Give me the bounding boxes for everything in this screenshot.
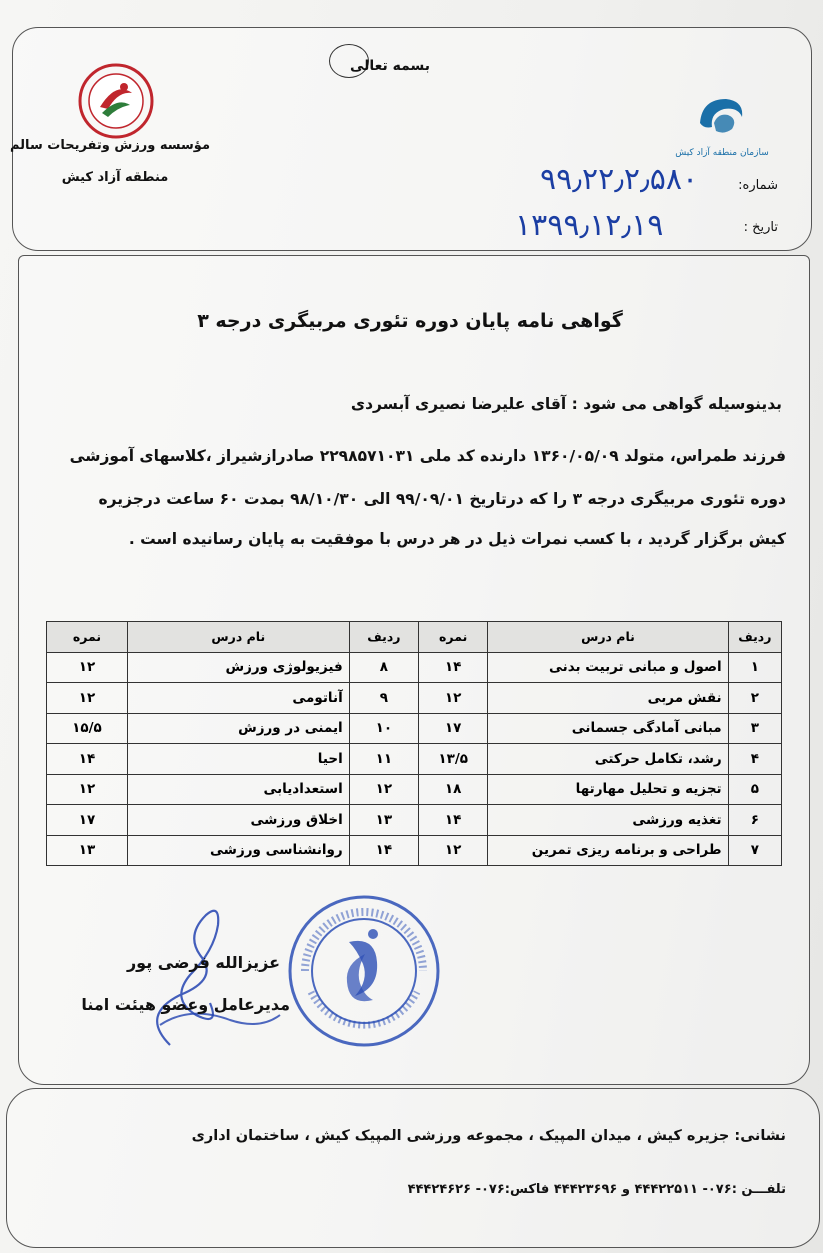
table-row [47,774,782,805]
certificate-paragraph-line-3: کیش برگزار گردید ، با کسب نمرات ذیل در هر درس با موفقیت به پایان رسانیده است . [128,530,786,548]
course-grade: ۱۲ [47,774,128,805]
course-grade: ۱۸ [419,774,488,805]
table-row [47,744,782,775]
course-grade: ۱۳ [47,835,128,866]
date-value: ۱۳۹۹٫۱۲٫۱۹ [515,208,664,243]
table-row [47,713,782,744]
course-name: نقش مربی [488,683,728,714]
row-number: ۱۳ [349,805,418,836]
course-grade: ۱۲ [419,835,488,866]
certificate-paragraph-line-2: دوره تئوری مربیگری درجه ۳ را که درتاریخ ۹۹/۰۹/۰۱ الی ۹۸/۱۰/۳۰ بمدت ۶۰ ساعت درجزیره [98,490,786,508]
grades-header-row [47,622,782,653]
footer-frame [6,1088,820,1248]
course-grade: ۱۳/۵ [419,744,488,775]
course-name: طراحی و برنامه ریزی تمرین [488,835,728,866]
table-row [47,683,782,714]
row-number: ۱۱ [349,744,418,775]
grades-table [46,621,782,866]
number-label: شماره: [738,178,778,193]
row-number: ۹ [349,683,418,714]
course-grade: ۱۷ [419,713,488,744]
signer-name: عزیزالله فرضی پور [126,953,280,972]
signer-title: مدیرعامل وعضو هیئت امنا [81,995,290,1014]
kish-zone-logo-icon [692,93,748,137]
column-header: نام درس [488,622,728,653]
course-grade: ۱۲ [47,652,128,683]
org-name: مؤسسه ورزش وتفریحات سالم [9,138,210,153]
row-number: ۱ [728,652,781,683]
course-grade: ۱۷ [47,805,128,836]
row-number: ۷ [728,835,781,866]
org-logo-icon [78,63,154,139]
row-number: ۵ [728,774,781,805]
row-number: ۱۴ [349,835,418,866]
course-name: اخلاق ورزشی [127,805,349,836]
course-name: احیا [127,744,349,775]
course-grade: ۱۲ [47,683,128,714]
date-label: تاریخ : [743,220,778,235]
column-header: نام درس [127,622,349,653]
table-row [47,805,782,836]
row-number: ۱۲ [349,774,418,805]
org-region: منطقه آزاد کیش [61,170,169,185]
table-row [47,652,782,683]
course-grade: ۱۴ [419,805,488,836]
basmala: بسمه تعالی [349,58,431,74]
course-name: فیزیولوژی ورزش [127,652,349,683]
course-name: روانشناسی ورزشی [127,835,349,866]
course-grade: ۱۴ [47,744,128,775]
row-number: ۴ [728,744,781,775]
course-name: ایمنی در ورزش [127,713,349,744]
row-number: ۱۰ [349,713,418,744]
signature-icon [110,895,310,1055]
kish-zone-logo-caption: سازمان منطقه آزاد کیش [675,148,769,158]
column-header: ردیف [728,622,781,653]
column-header: نمره [419,622,488,653]
number-value: ۹۹٫۲۲٫۲٫۵۸۰ [540,162,699,197]
certificate-paragraph-line-1: فرزند طمراس، متولد ۱۳۶۰/۰۵/۰۹ دارنده کد ملی ۲۲۹۸۵۷۱۰۳۱ صادرازشیراز ،کلاسهای آموزشی [69,447,786,465]
course-name: تجزیه و تحلیل مهارتها [488,774,728,805]
table-row [47,835,782,866]
certificate-title: گواهی نامه پایان دوره تئوری مربیگری درجه ۳ [197,310,623,332]
column-header: نمره [47,622,128,653]
row-number: ۲ [728,683,781,714]
course-name: مبانی آمادگی جسمانی [488,713,728,744]
course-name: رشد، تکامل حرکتی [488,744,728,775]
row-number: ۸ [349,652,418,683]
footer-address: نشانی: جزیره کیش ، میدان المپیک ، مجموعه ورزشی المپیک کیش ، ساختمان اداری [191,1128,786,1144]
course-grade: ۱۲ [419,683,488,714]
course-grade: ۱۴ [419,652,488,683]
row-number: ۳ [728,713,781,744]
certificate-intro: بدینوسیله گواهی می شود : آقای علیرضا نصیری آبسردی [350,395,782,413]
course-grade: ۱۵/۵ [47,713,128,744]
course-name: استعدادیابی [127,774,349,805]
course-name: تغذیه ورزشی [488,805,728,836]
column-header: ردیف [349,622,418,653]
course-name: آناتومی [127,683,349,714]
row-number: ۶ [728,805,781,836]
footer-phones: تلفـــن :۰۷۶- ۴۴۴۲۲۵۱۱ و ۴۴۴۲۳۶۹۶ فاکس:۰۷۶- ۴۴۴۲۴۶۲۶ [407,1182,786,1197]
course-name: اصول و مبانی تربیت بدنی [488,652,728,683]
